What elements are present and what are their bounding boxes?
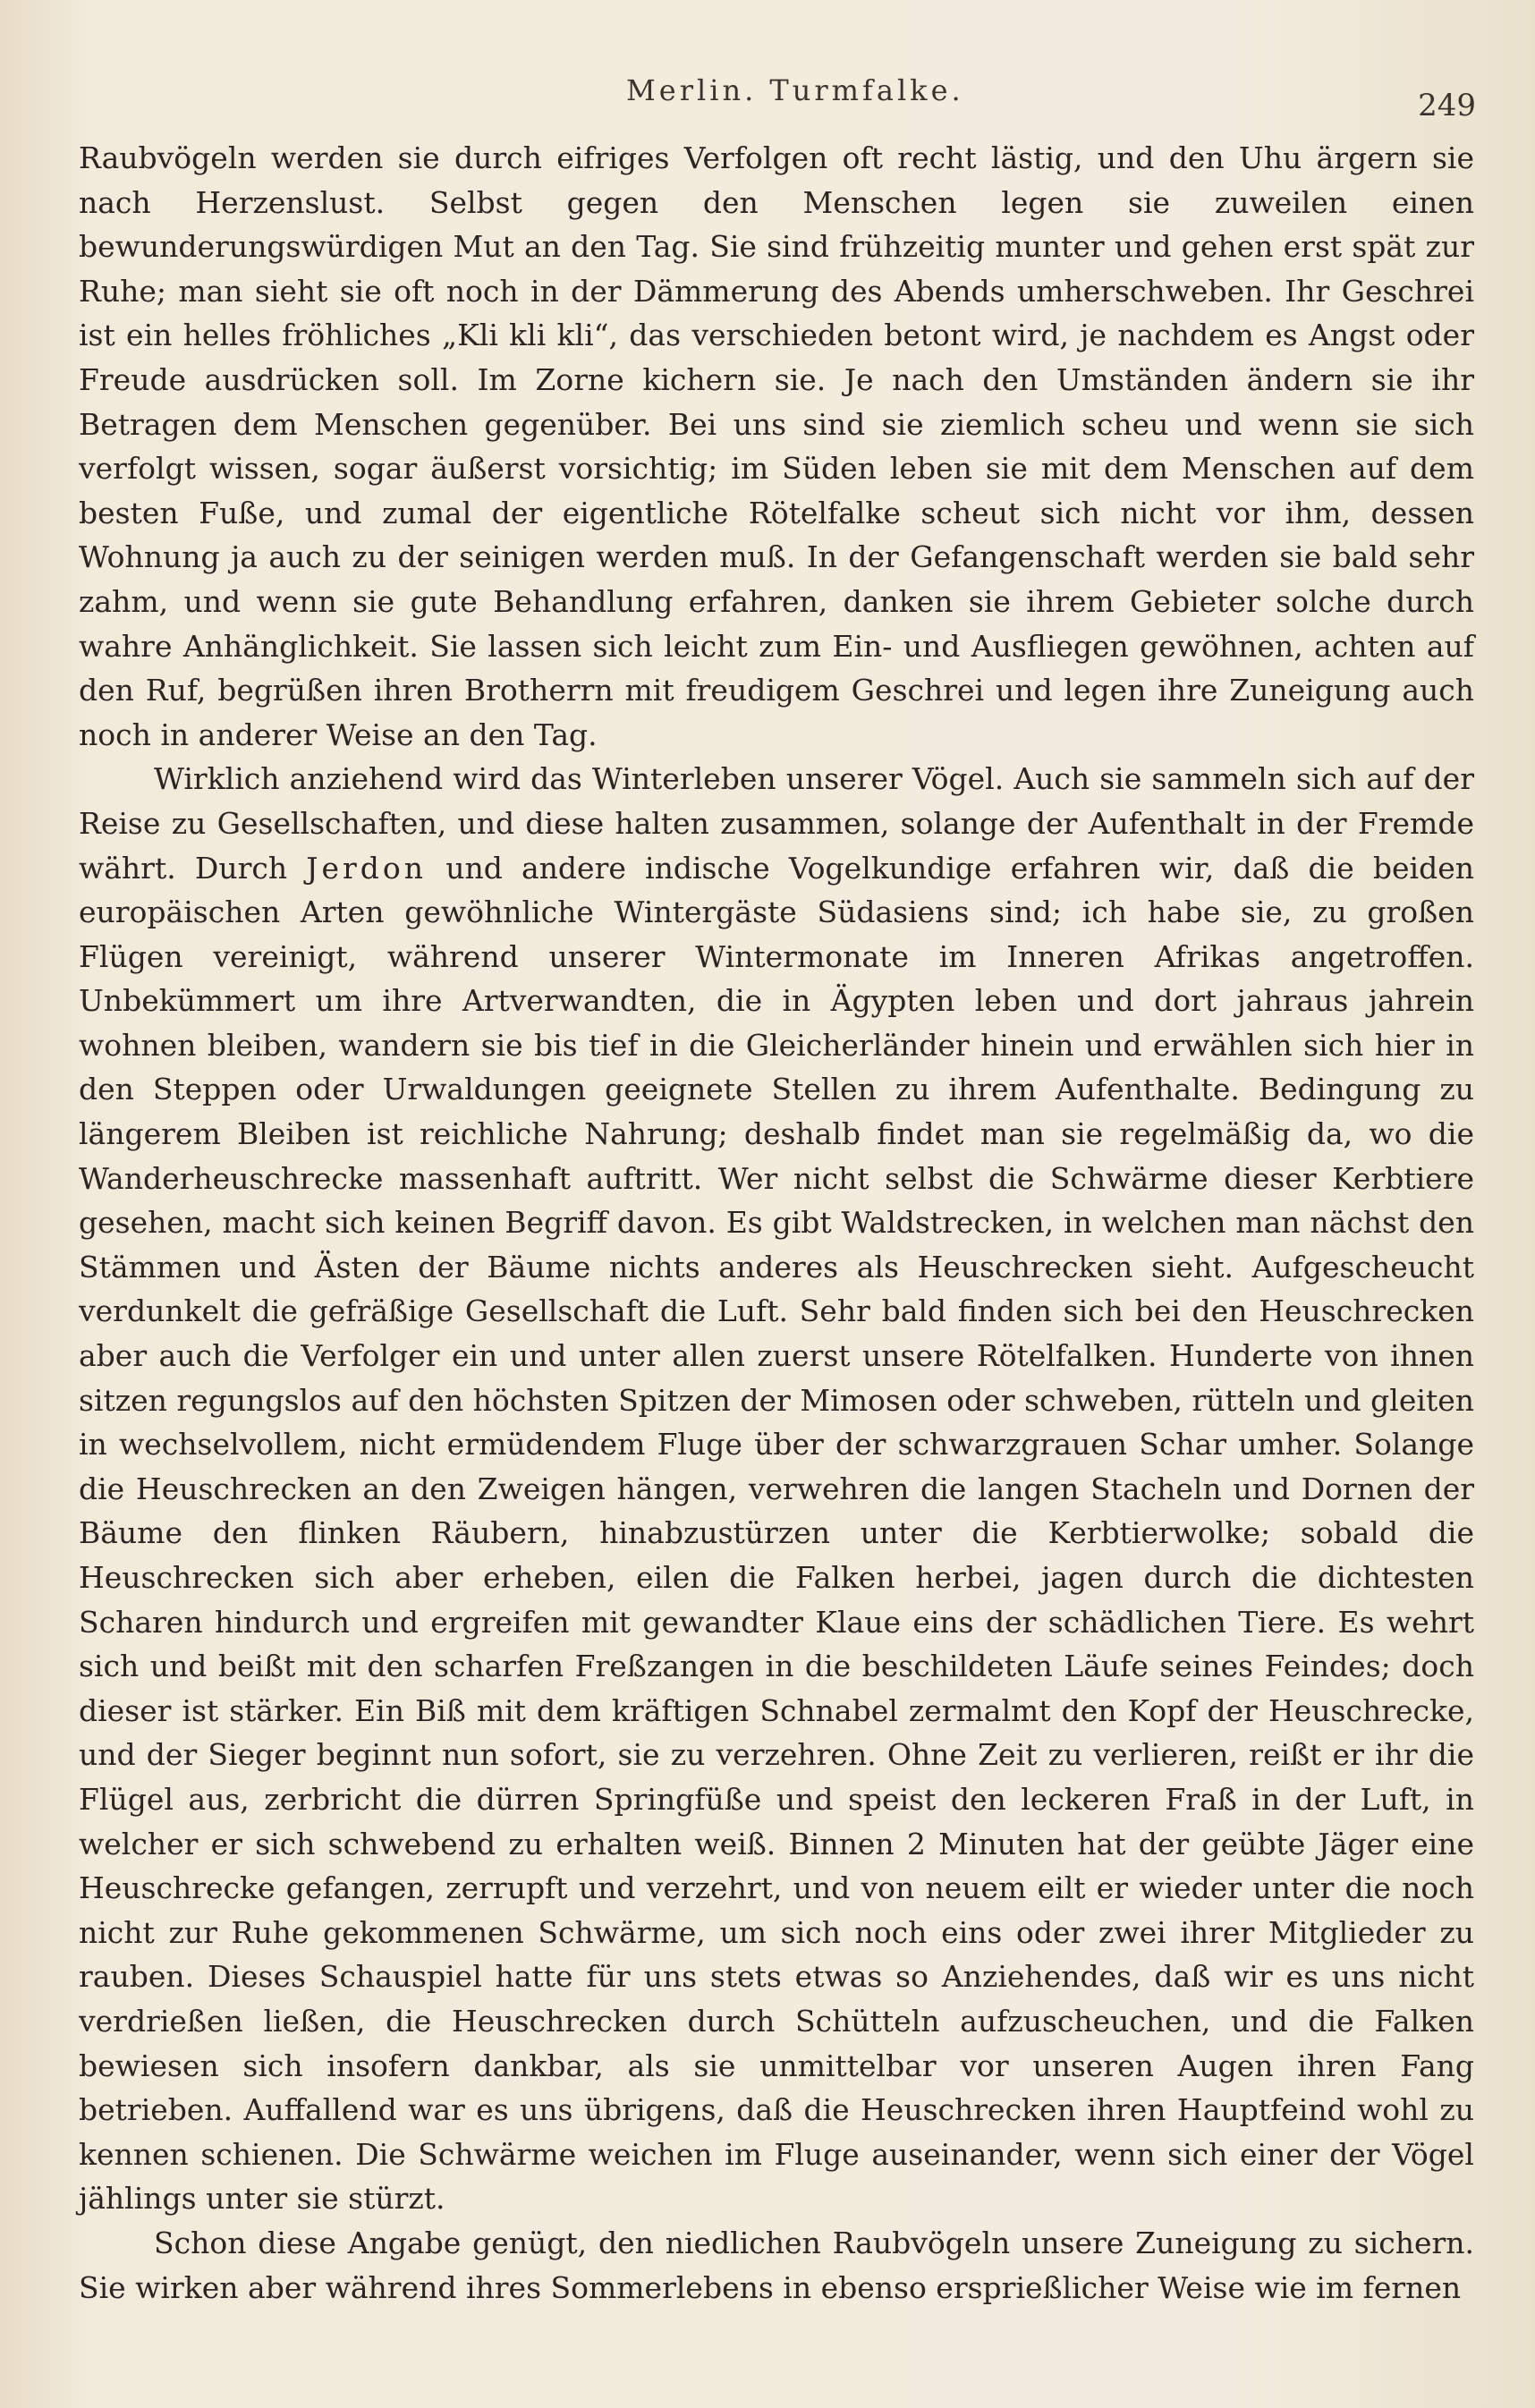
page-number: 249 (1418, 88, 1476, 123)
paragraph-continuation (79, 136, 1474, 757)
author-name-jerdon: Jerdon (306, 850, 428, 886)
paragraph-text: Schon diese Angabe genügt, den niedlichen Raubvögeln unsere Zuneigung zu sichern. Sie wirken aber während ihres Sommerlebens in ebenso ersprießlicher Weise wie im fernen (79, 2225, 1474, 2305)
paragraph-text: Raubvögeln werden sie durch eifriges Verfolgen oft recht lästig, und den Uhu ärgern sie nach Herzenslust. Selbst gegen den Menschen legen sie zuweilen einen bewunderungswürdigen Mut an den Tag. Sie sind frühzeitig munter und gehen erst spät zur Ruhe; man sieht sie oft noch in der Dämmerung des Abends umherschweben. Ihr Geschrei ist ein helles fröhliches „Kli kli kli“, das verschieden betont wird, je nachdem es Angst oder Freude ausdrücken soll. Im Zorne kichern sie. Je nach den Umständen ändern sie ihr Betragen dem Menschen gegenüber. Bei uns sind sie ziemlich scheu und wenn sie sich verfolgt wissen, sogar äußerst vorsichtig; im Süden leben sie mit dem Menschen auf dem besten Fuße, und zumal der eigentliche Rötelfalke scheut sich nicht vor ihm, dessen Wohnung ja auch zu der seinigen werden muß. In der Gefangenschaft werden sie bald sehr zahm, und wenn sie gute Behandlung erfahren, danken sie ihrem Gebieter solche durch wahre Anhänglichkeit. Sie lassen sich leicht zum Ein- und Ausfliegen gewöhnen, achten auf den Ruf, begrüßen ihren Brotherrn mit freudigem Geschrei und legen ihre Zuneigung auch noch in anderer Weise an den Tag. (79, 140, 1474, 752)
paragraph-winter-life (79, 757, 1474, 2221)
paragraph-summer-life (79, 2221, 1474, 2310)
paragraph-text: Wirklich anziehend wird das Winterleben unserer Vögel. Auch sie sammeln sich auf der Reise zu Gesellschaften, und diese halten zusammen, solange der Aufenthalt in der Fremde währt. Durch (79, 761, 1474, 886)
body-text (79, 136, 1474, 2310)
paragraph-text: und andere indische Vogelkundige erfahren wir, daß die beiden europäischen Arten gewöhnliche Wintergäste Südasiens sind; ich habe sie, zu großen Flügen vereinigt, während unserer Wintermonate im Inneren Afrikas angetroffen. Unbekümmert um ihre Artverwandten, die in Ägypten leben und dort jahraus jahrein wohnen bleiben, wandern sie bis tief in die Gleicherländer hinein und erwählen sich hier in den Steppen oder Urwaldungen geeignete Stellen zu ihrem Aufenthalte. Bedingung zu längerem Bleiben ist reichliche Nahrung; deshalb findet man sie regelmäßig da, wo die Wanderheuschrecke massenhaft auftritt. Wer nicht selbst die Schwärme dieser Kerbtiere gesehen, macht sich keinen Begriff davon. Es gibt Waldstrecken, in welchen man nächst den Stämmen und Ästen der Bäume nichts anderes als Heuschrecken sieht. Aufgescheucht verdunkelt die gefräßige Gesellschaft die Luft. Sehr bald finden sich bei den Heuschrecken aber auch die Verfolger ein und unter allen zuerst unsere Rötelfalken. Hunderte von ihnen sitzen regungslos auf den höchsten Spitzen der Mimosen oder schweben, rütteln und gleiten in wechselvollem, nicht ermüdendem Fluge über der schwarzgrauen Schar umher. Solange die Heuschrecken an den Zweigen hängen, verwehren die langen Stacheln und Dornen der Bäume den flinken Räubern, hinabzustürzen unter die Kerbtierwolke; sobald die Heuschrecken sich aber erheben, eilen die Falken herbei, jagen durch die dichtesten Scharen hindurch und ergreifen mit gewandter Klaue eins der schädlichen Tiere. Es wehrt sich und beißt mit den scharfen Freßzangen in die beschildeten Läufe seines Feindes; doch dieser ist stärker. Ein Biß mit dem kräftigen Schnabel zermalmt den Kopf der Heuschrecke, und der Sieger beginnt nun sofort, sie zu verzehren. Ohne Zeit zu verlieren, reißt er ihr die Flügel aus, zerbricht die dürren Springfüße und speist den leckeren Fraß in der Luft, in welcher er sich schwebend zu erhalten weiß. Binnen 2 Minuten hat der geübte Jäger eine Heuschrecke gefangen, zerrupft und verzehrt, und von neuem eilt er wieder unter die noch nicht zur Ruhe gekommenen Schwärme, um sich noch eins oder zwei ihrer Mitglieder zu rauben. Dieses Schauspiel hatte für uns stets etwas so Anziehendes, daß wir es uns nicht verdrießen ließen, die Heuschrecken durch Schütteln aufzuscheuchen, und die Falken bewiesen sich insofern dankbar, als sie unmittelbar vor unseren Augen ihren Fang betrieben. Auffallend war es uns übrigens, daß die Heuschrecken ihren Hauptfeind wohl zu kennen schienen. Die Schwärme weichen im Fluge auseinander, wenn sich einer der Vögel jählings unter sie stürzt. (79, 850, 1474, 2217)
running-title: Merlin. Turmfalke. (626, 73, 964, 107)
